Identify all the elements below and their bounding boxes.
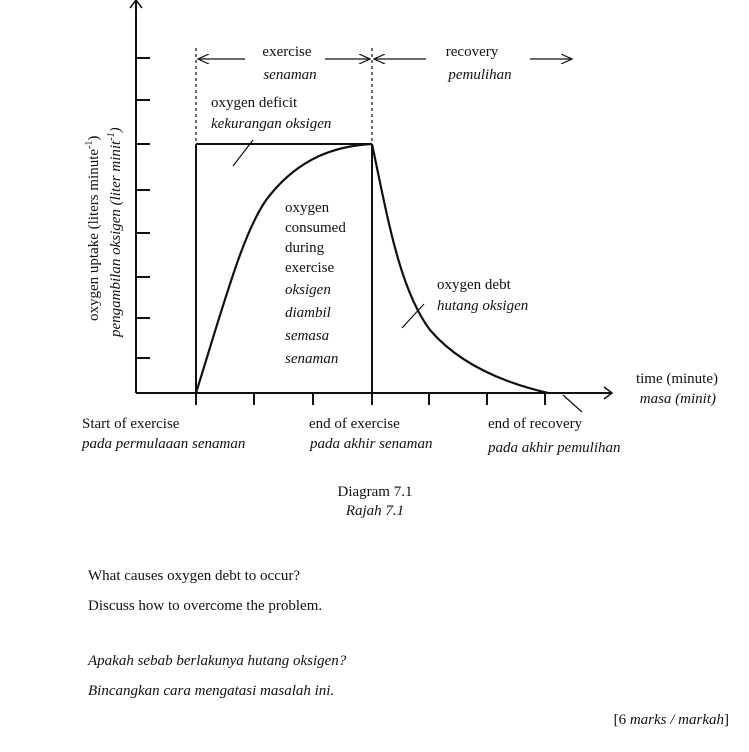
x-ticks: [196, 393, 545, 405]
end-marker-label-ms: pada akhir senaman: [310, 436, 433, 452]
consumed-ms-line-4: senaman: [285, 351, 339, 367]
question-2: Discuss how to overcome the problem.: [88, 598, 323, 614]
consumed-line-2: consumed: [285, 220, 346, 236]
deficit-label: oxygen deficit: [211, 95, 298, 111]
recovery-end-marker-label: end of recovery: [488, 416, 583, 432]
debt-label-ms: hutang oksigen: [437, 298, 529, 314]
x-axis-label-ms: masa (minit): [639, 391, 716, 407]
y-axis-label-ms: pengambilan oksigen (liter minit$^{-1}$): [106, 127, 124, 337]
recovery-end-marker-label-ms: pada akhir pemulihan: [488, 440, 621, 456]
x-axis-label: time (minute): [635, 371, 718, 387]
question-1: What causes oxygen debt to occur?: [88, 568, 300, 584]
exercise-label-ms: senaman: [263, 67, 317, 83]
recovery-curve: [372, 144, 548, 393]
question-2-ms: Bincangkan cara mengatasi masalah ini.: [88, 683, 335, 699]
recovery-end-pointer: [563, 395, 582, 412]
start-marker-label-ms: pada permulaaan senaman: [82, 436, 246, 452]
consumed-line-3: during: [285, 240, 325, 256]
oxygen-uptake-curve: [196, 144, 372, 393]
recovery-label: recovery: [445, 44, 499, 60]
end-marker-label: end of exercise: [309, 416, 400, 432]
consumed-ms-line-2: diambil: [285, 305, 331, 321]
y-ticks: [136, 58, 150, 358]
exercise-label: exercise: [262, 44, 312, 60]
question-1-ms: Apakah sebab berlakunya hutang oksigen?: [88, 653, 347, 669]
marks-label: [6 marks / markah]: [613, 712, 729, 728]
debt-label: oxygen debt: [437, 277, 511, 293]
consumed-line-4: exercise: [285, 260, 335, 276]
consumed-line-1: oxygen: [285, 200, 330, 216]
y-axis-label: oxygen uptake (liters minute$^{-1}$): [84, 135, 102, 321]
recovery-label-ms: pemulihan: [448, 67, 512, 83]
consumed-ms-line-3: semasa: [285, 328, 330, 344]
consumed-ms-line-1: oksigen: [285, 282, 331, 298]
deficit-label-ms: kekurangan oksigen: [211, 116, 332, 132]
caption-ms: Rajah 7.1: [345, 503, 405, 519]
start-marker-label: Start of exercise: [82, 416, 180, 432]
caption: Diagram 7.1: [337, 484, 413, 500]
